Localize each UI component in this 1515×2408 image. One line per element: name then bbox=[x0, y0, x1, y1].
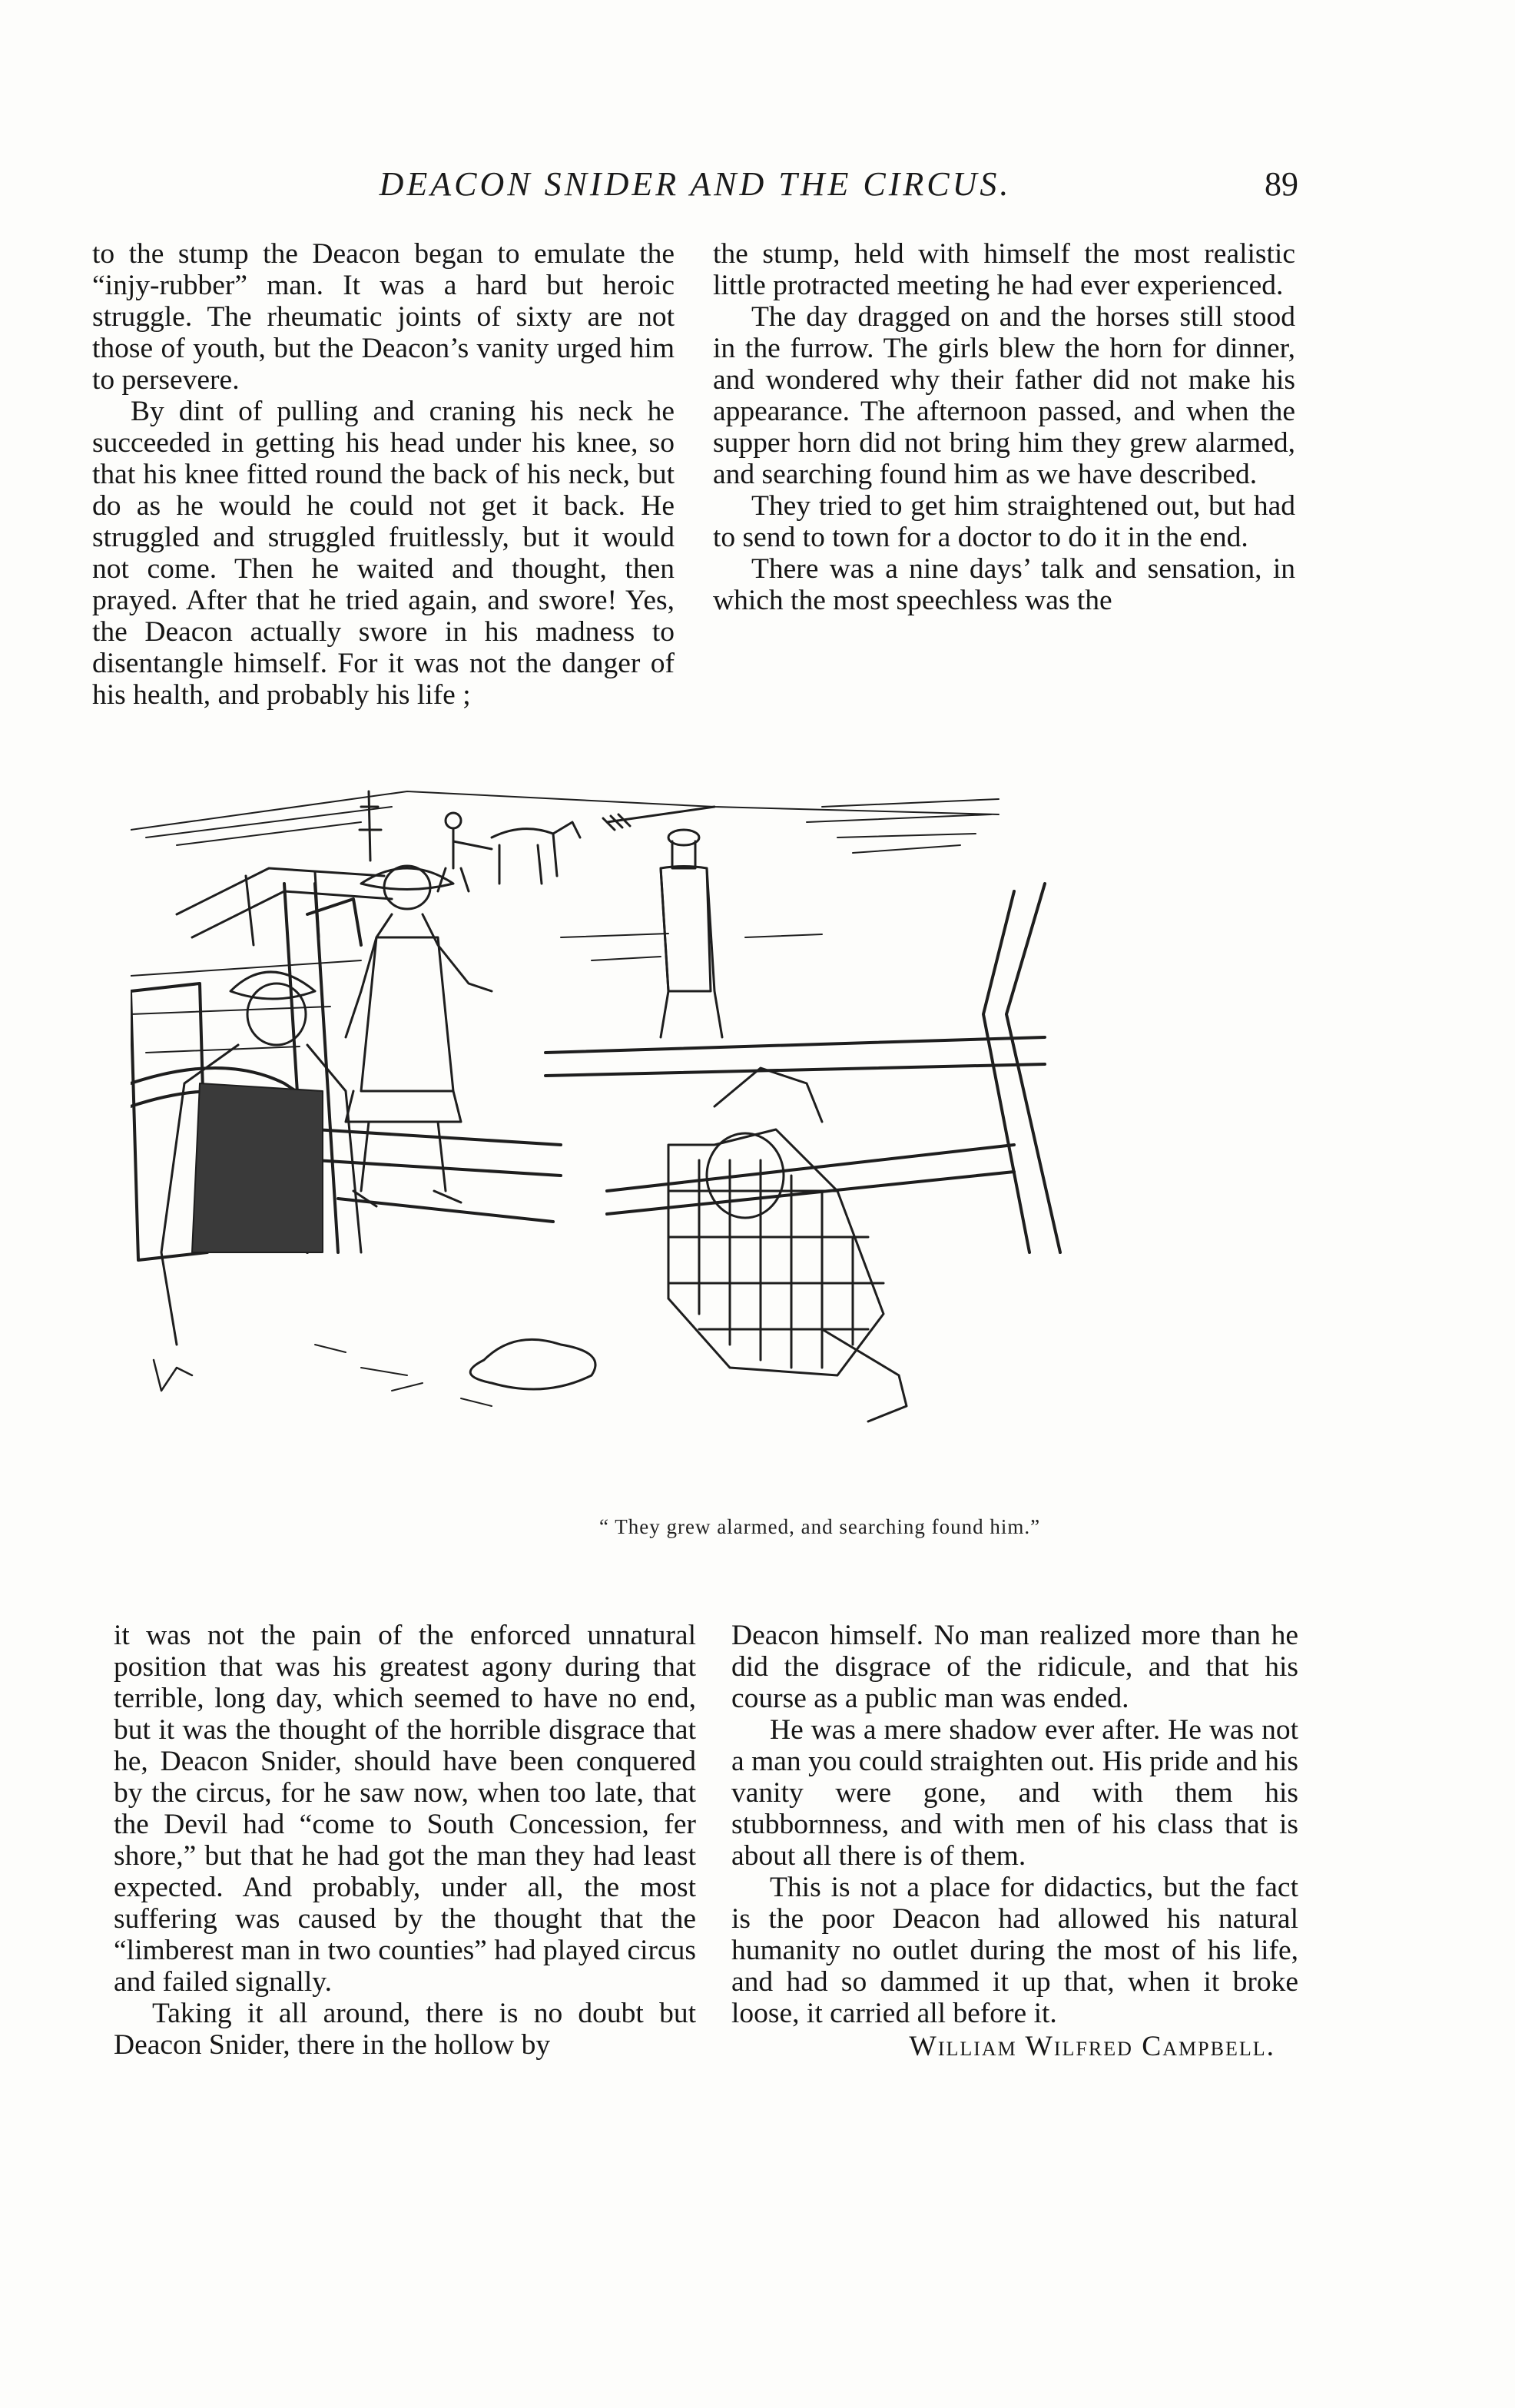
paragraph: This is not a place for didactics, but the fact is the poor Deacon had allowed his natural humanity no outlet during the most of his life, and had so dammed it up that, when it broke loose, it carried all before it. bbox=[731, 1872, 1298, 2029]
author-signature: William Wilfred Campbell. bbox=[909, 2031, 1275, 2062]
column-bottom-left bbox=[114, 1620, 696, 2061]
paragraph: Taking it all around, there is no doubt but Deacon Snider, there in the hollow by bbox=[114, 1998, 696, 2061]
column-top-right bbox=[713, 238, 1295, 616]
paragraph: the stump, held with himself the most realistic little protracted meeting he had ever experienced. bbox=[713, 238, 1295, 301]
deacon-contorted bbox=[668, 1068, 907, 1421]
paragraph: it was not the pain of the enforced unnatural position that was his greatest agony during that terrible, long day, which seemed to have no end, but it was the thought of the horrible disgrace that he, Deacon Snider, should have been conquered by the circus, for he saw now, when too late, that the Devil had “come to South Concession, fer shore,” but that he had got the man they had least expected. And probably, under all, the most suffering was caused by the thought that the “limberest man in two counties” had played circus and failed signally. bbox=[114, 1620, 696, 1998]
paragraph: The day dragged on and the horses still stood in the furrow. The girls blew the horn for dinner, and wondered why their father did not make his appearance. The afternoon passed, and when the supper horn did not bring him they grew alarmed, and searching found him as we have described. bbox=[713, 301, 1295, 490]
sky-hatching bbox=[131, 791, 999, 853]
paragraph: Deacon himself. No man realized more than he did the disgrace of the ridicule, and that his course as a public man was ended. bbox=[731, 1620, 1298, 1714]
artist-signature bbox=[154, 1360, 192, 1391]
woman-in-apron bbox=[346, 866, 492, 1206]
ploughman-with-horse bbox=[438, 813, 580, 891]
distant-tree bbox=[360, 791, 381, 861]
illustration-farm-scene bbox=[131, 761, 1291, 1606]
running-title: DEACON SNIDER AND THE CIRCUS. bbox=[379, 165, 1012, 203]
paragraph: He was a mere shadow ever after. He was not a man you could straighten out. His pride and his vanity were gone, and with them his stubbornness, and with men of his class that is about all there is of them. bbox=[731, 1714, 1298, 1872]
page-number: 89 bbox=[1265, 165, 1298, 203]
paragraph: There was a nine days’ talk and sensation, in which the most speechless was the bbox=[713, 553, 1295, 616]
dropped-hat bbox=[470, 1339, 595, 1389]
running-header bbox=[92, 164, 1298, 211]
paragraph: By dint of pulling and craning his neck he succeeded in getting his head under his knee, so that his knee fitted round the back of his neck, but do as he would he could not get it back. He struggled and struggled fruitlessly, but it would not come. Then he waited and thought, then prayed. After that he tried again, and swore! Yes, the Deacon actually swore in his madness to disentangle himself. For it was not the danger of his health, and probably his life ; bbox=[92, 396, 675, 711]
paragraph: They tried to get him straightened out, but had to send to town for a doctor to do it in the end. bbox=[713, 490, 1295, 553]
farmer-with-pitchfork bbox=[603, 807, 722, 1037]
illustration-caption: “ They grew alarmed, and searching found him.” bbox=[599, 1515, 1041, 1538]
column-bottom-right bbox=[731, 1620, 1298, 2062]
ground-strokes bbox=[315, 1345, 492, 1406]
paragraph: to the stump the Deacon began to emulate the “injy-rubber” man. It was a hard but heroic struggle. The rheumatic joints of sixty are not those of youth, but the Deacon’s vanity urged him to persevere. bbox=[92, 238, 675, 396]
column-top-left bbox=[92, 238, 675, 711]
